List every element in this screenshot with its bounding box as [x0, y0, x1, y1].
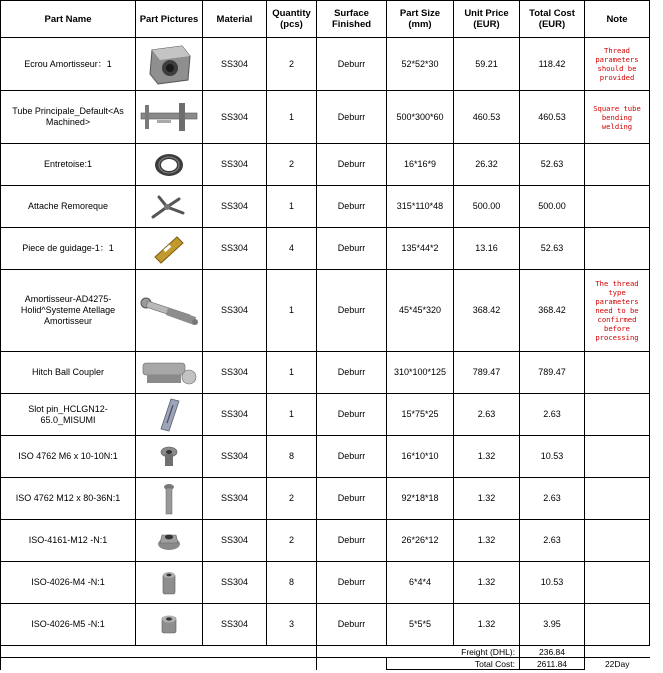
fork-clip-icon	[149, 191, 189, 223]
part-name: Amortisseur-AD4275-Holid^Systeme Atellage Amortisseur	[1, 270, 136, 352]
total-cost: 2.63	[520, 478, 585, 520]
note	[585, 562, 650, 604]
note	[585, 186, 650, 228]
part-size: 45*45*320	[387, 270, 454, 352]
part-picture	[136, 228, 203, 270]
part-picture	[136, 478, 203, 520]
table-row	[1, 228, 650, 270]
part-picture	[136, 270, 203, 352]
table-row	[1, 562, 650, 604]
quantity: 2	[267, 144, 317, 186]
part-picture	[136, 436, 203, 478]
quantity: 8	[267, 562, 317, 604]
surface: Deburr	[317, 436, 387, 478]
part-size: 16*10*10	[387, 436, 454, 478]
part-size: 6*4*4	[387, 562, 454, 604]
part-picture	[136, 604, 203, 646]
total-cost: 3.95	[520, 604, 585, 646]
part-picture	[136, 186, 203, 228]
surface: Deburr	[317, 562, 387, 604]
total-row	[1, 658, 650, 670]
note	[585, 604, 650, 646]
material: SS304	[203, 91, 267, 144]
surface: Deburr	[317, 520, 387, 562]
surface: Deburr	[317, 91, 387, 144]
quantity: 3	[267, 604, 317, 646]
part-picture	[136, 520, 203, 562]
surface: Deburr	[317, 394, 387, 436]
nut-block-icon	[142, 42, 196, 86]
part-picture	[136, 352, 203, 394]
header-note: Note	[585, 1, 650, 38]
unit-price: 368.42	[454, 270, 520, 352]
surface: Deburr	[317, 186, 387, 228]
unit-price: 1.32	[454, 604, 520, 646]
part-name: Entretoise:1	[1, 144, 136, 186]
part-picture	[136, 144, 203, 186]
material: SS304	[203, 352, 267, 394]
total-cost: 2.63	[520, 520, 585, 562]
surface: Deburr	[317, 478, 387, 520]
surface: Deburr	[317, 144, 387, 186]
surface: Deburr	[317, 352, 387, 394]
quantity: 4	[267, 228, 317, 270]
material: SS304	[203, 144, 267, 186]
quantity: 1	[267, 352, 317, 394]
total-label: Total Cost:	[387, 658, 520, 670]
material: SS304	[203, 520, 267, 562]
part-picture	[136, 562, 203, 604]
set-screw-icon	[156, 568, 182, 598]
surface: Deburr	[317, 604, 387, 646]
total-cost: 10.53	[520, 562, 585, 604]
unit-price: 1.32	[454, 478, 520, 520]
table-row	[1, 38, 650, 91]
part-name: ISO-4026-M4 -N:1	[1, 562, 136, 604]
unit-price: 460.53	[454, 91, 520, 144]
material: SS304	[203, 228, 267, 270]
part-picture	[136, 394, 203, 436]
note: The thread type parameters need to be confirmed before processing	[585, 270, 650, 352]
lead-time: 22Day	[585, 658, 650, 670]
quantity: 8	[267, 436, 317, 478]
slot-pin-icon	[151, 397, 187, 433]
total-cost: 789.47	[520, 352, 585, 394]
table-row	[1, 270, 650, 352]
unit-price: 1.32	[454, 562, 520, 604]
header-surface: Surface Finished	[317, 1, 387, 38]
total-cost: 2.63	[520, 394, 585, 436]
surface: Deburr	[317, 228, 387, 270]
note: Square tube bending welding	[585, 91, 650, 144]
long-bolt-icon	[154, 482, 184, 516]
header-part-name: Part Name	[1, 1, 136, 38]
part-name: Attache Remoreque	[1, 186, 136, 228]
flange-nut-icon	[154, 526, 184, 556]
table-row	[1, 394, 650, 436]
part-size: 92*18*18	[387, 478, 454, 520]
unit-price: 1.32	[454, 520, 520, 562]
surface: Deburr	[317, 38, 387, 91]
part-name: Tube Principale_Default<As Machined>	[1, 91, 136, 144]
note	[585, 394, 650, 436]
table-row	[1, 436, 650, 478]
note: Thread parameters should be provided	[585, 38, 650, 91]
part-size: 135*44*2	[387, 228, 454, 270]
unit-price: 2.63	[454, 394, 520, 436]
part-size: 52*52*30	[387, 38, 454, 91]
unit-price: 1.32	[454, 436, 520, 478]
table-row	[1, 478, 650, 520]
material: SS304	[203, 436, 267, 478]
part-size: 15*75*25	[387, 394, 454, 436]
part-name: Piece de guidage-1：1	[1, 228, 136, 270]
surface: Deburr	[317, 270, 387, 352]
hitch-coupler-icon	[139, 355, 199, 391]
total-cost: 52.63	[520, 144, 585, 186]
square-tube-icon	[139, 97, 199, 137]
table-row	[1, 604, 650, 646]
header-row	[1, 1, 650, 38]
table-row	[1, 352, 650, 394]
guide-plate-icon	[149, 233, 189, 265]
header-material: Material	[203, 1, 267, 38]
total-cost: 52.63	[520, 228, 585, 270]
material: SS304	[203, 562, 267, 604]
material: SS304	[203, 394, 267, 436]
header-part-size: Part Size (mm)	[387, 1, 454, 38]
part-size: 315*110*48	[387, 186, 454, 228]
note	[585, 520, 650, 562]
quantity: 1	[267, 91, 317, 144]
note	[585, 228, 650, 270]
material: SS304	[203, 270, 267, 352]
total-cost: 460.53	[520, 91, 585, 144]
freight-value: 236.84	[520, 646, 585, 658]
part-name: ISO 4762 M6 x 10-10N:1	[1, 436, 136, 478]
part-size: 500*300*60	[387, 91, 454, 144]
part-picture	[136, 91, 203, 144]
table-row	[1, 91, 650, 144]
unit-price: 500.00	[454, 186, 520, 228]
header-unit-price: Unit Price (EUR)	[454, 1, 520, 38]
header-total-cost: Total Cost (EUR)	[520, 1, 585, 38]
part-size: 5*5*5	[387, 604, 454, 646]
table-row	[1, 520, 650, 562]
part-name: ISO-4161-M12 -N:1	[1, 520, 136, 562]
part-name: ISO 4762 M12 x 80-36N:1	[1, 478, 136, 520]
spacer-ring-icon	[149, 149, 189, 181]
unit-price: 59.21	[454, 38, 520, 91]
part-name: ISO-4026-M5 -N:1	[1, 604, 136, 646]
part-name: Ecrou Amortisseur：1	[1, 38, 136, 91]
header-quantity: Quantity (pcs)	[267, 1, 317, 38]
part-name: Slot pin_HCLGN12-65.0_MISUMI	[1, 394, 136, 436]
part-picture	[136, 38, 203, 91]
total-value: 2611.84	[520, 658, 585, 670]
part-name: Hitch Ball Coupler	[1, 352, 136, 394]
quantity: 2	[267, 520, 317, 562]
note	[585, 144, 650, 186]
total-cost: 118.42	[520, 38, 585, 91]
header-part-pictures: Part Pictures	[136, 1, 203, 38]
quantity: 2	[267, 38, 317, 91]
material: SS304	[203, 186, 267, 228]
set-screw-icon	[156, 611, 182, 639]
note	[585, 352, 650, 394]
freight-row	[1, 646, 650, 658]
total-cost: 500.00	[520, 186, 585, 228]
part-size: 16*16*9	[387, 144, 454, 186]
quantity: 1	[267, 186, 317, 228]
short-bolt-icon	[154, 442, 184, 472]
note	[585, 436, 650, 478]
unit-price: 26.32	[454, 144, 520, 186]
part-size: 310*100*125	[387, 352, 454, 394]
quantity: 1	[267, 270, 317, 352]
freight-label: Freight (DHL):	[317, 646, 520, 658]
table-row	[1, 144, 650, 186]
part-size: 26*26*12	[387, 520, 454, 562]
table-row	[1, 186, 650, 228]
material: SS304	[203, 478, 267, 520]
total-cost: 368.42	[520, 270, 585, 352]
quantity: 1	[267, 394, 317, 436]
note	[585, 478, 650, 520]
shock-absorber-icon	[138, 291, 200, 331]
material: SS304	[203, 604, 267, 646]
quantity: 2	[267, 478, 317, 520]
total-cost: 10.53	[520, 436, 585, 478]
unit-price: 13.16	[454, 228, 520, 270]
unit-price: 789.47	[454, 352, 520, 394]
material: SS304	[203, 38, 267, 91]
